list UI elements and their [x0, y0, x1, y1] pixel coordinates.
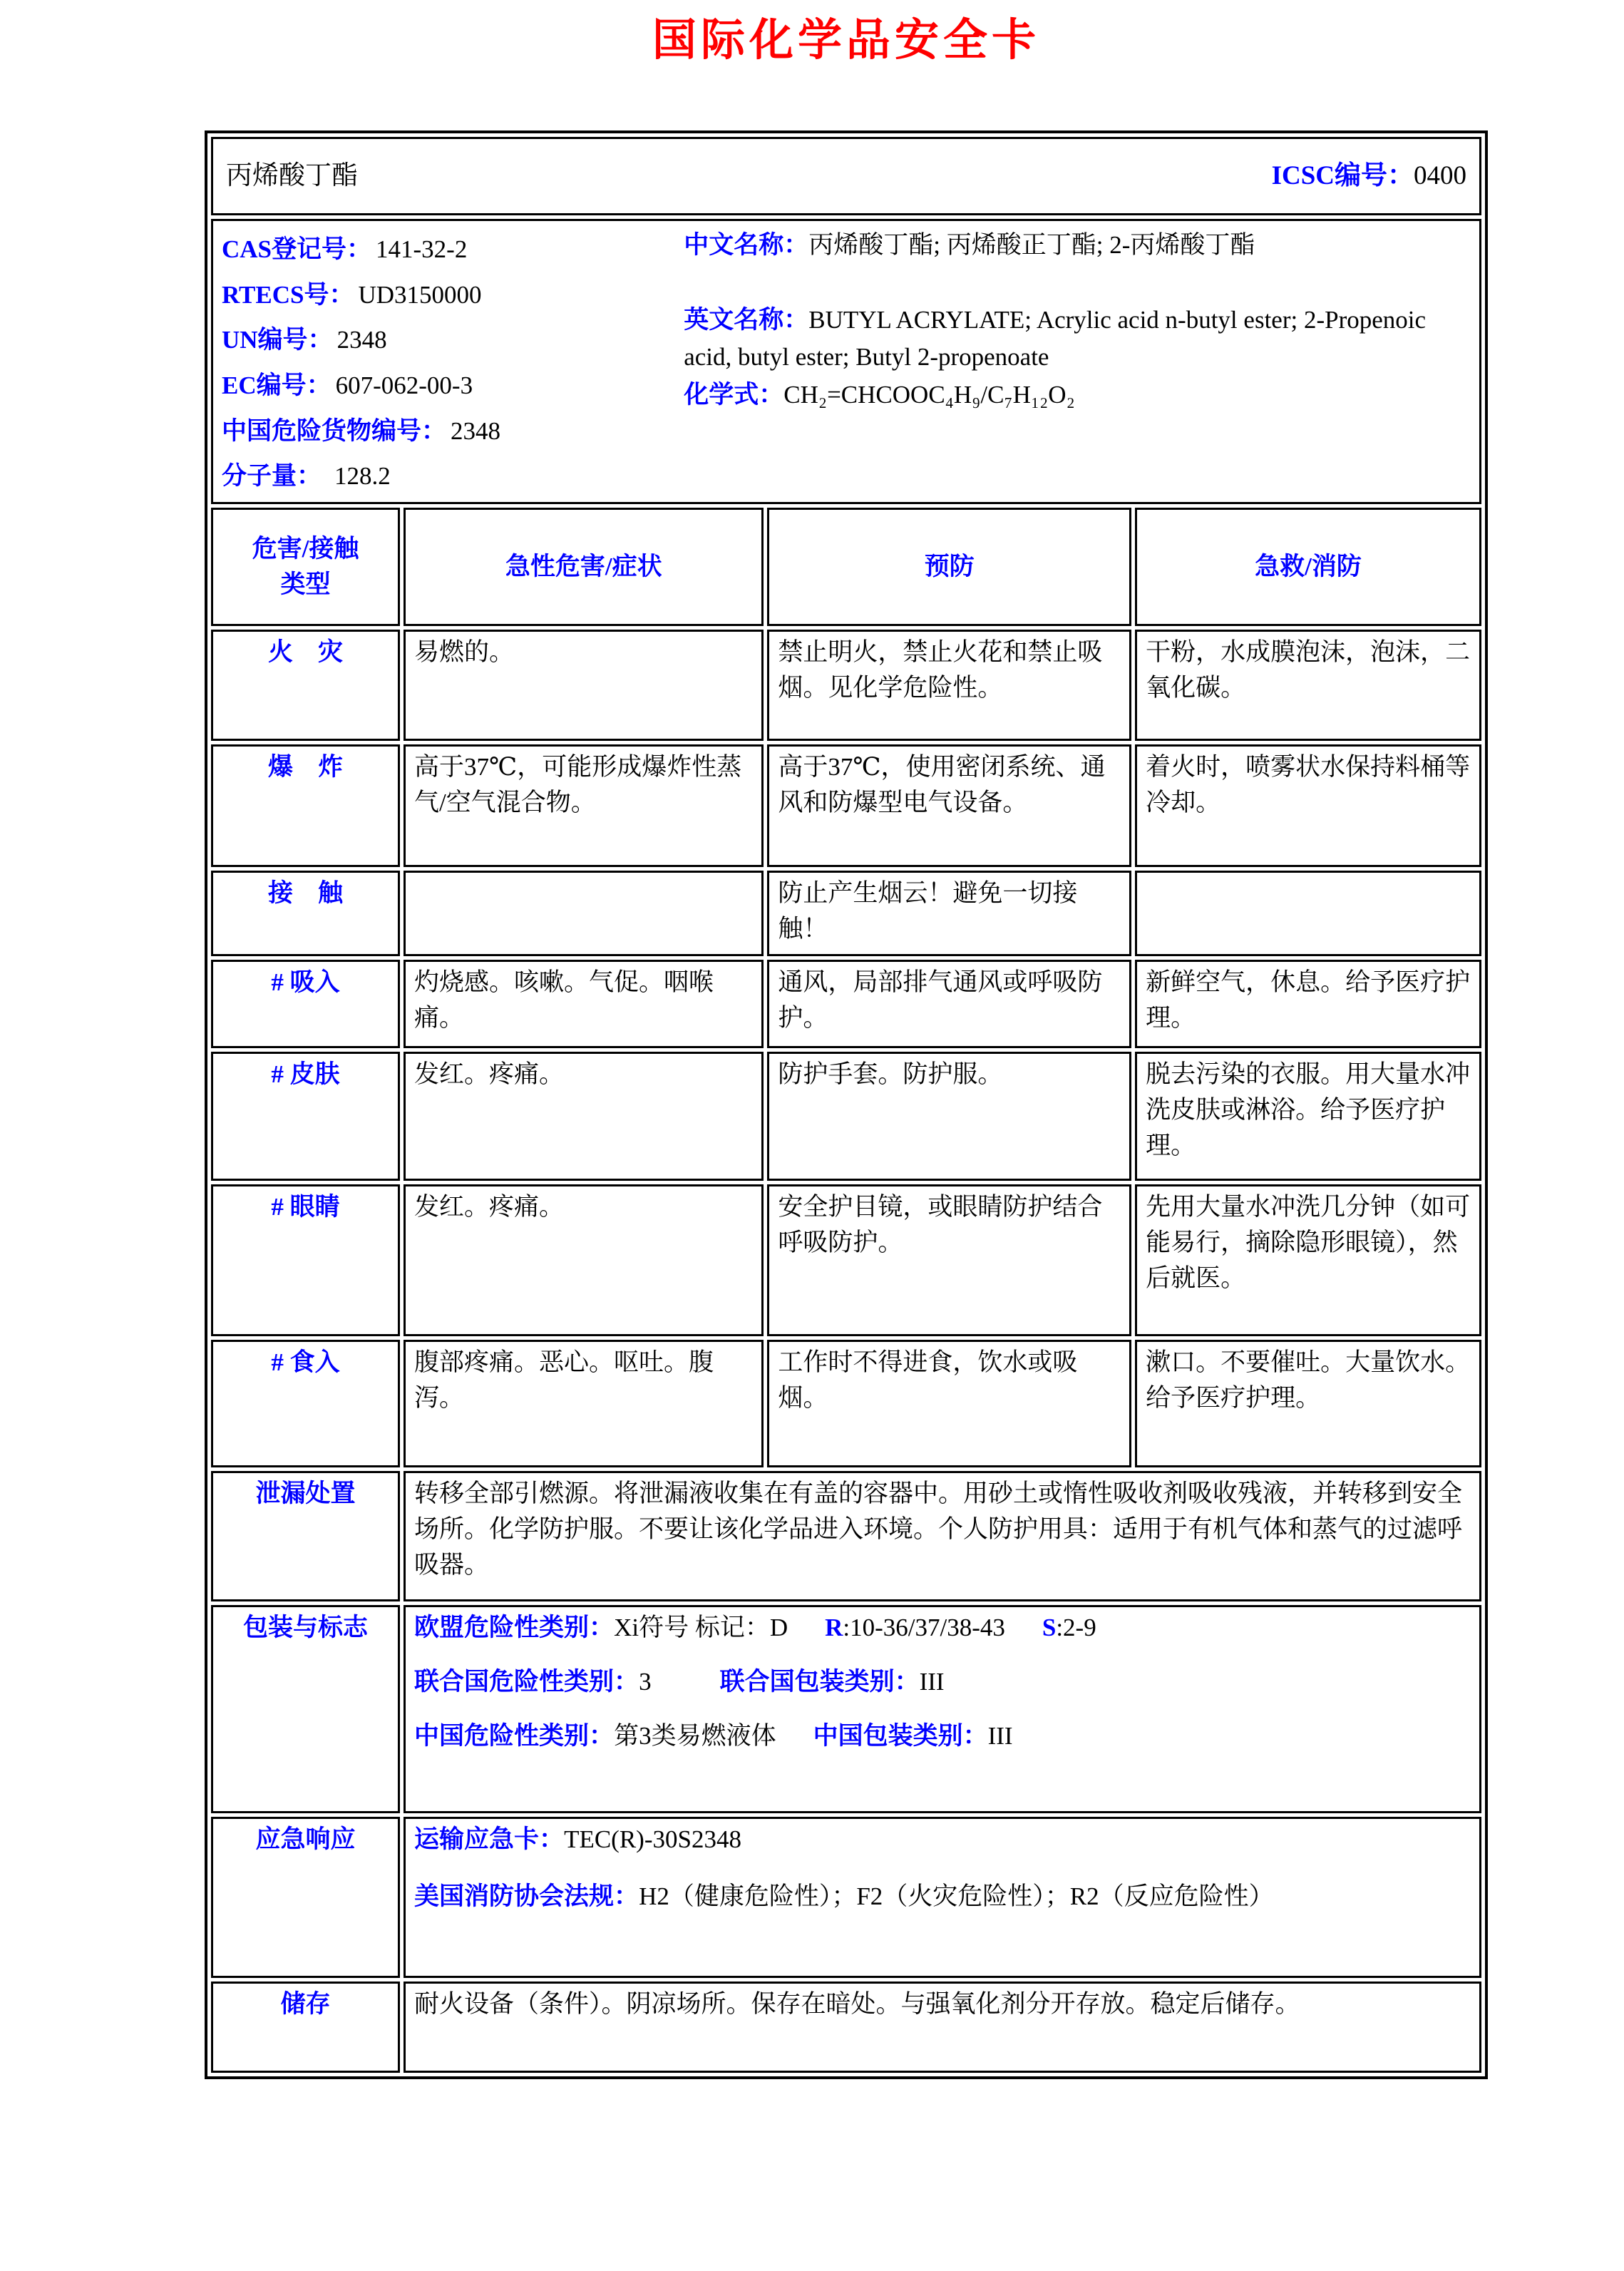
header-hazard-type: 危害/接触 类型 [211, 508, 400, 626]
nfpa-code-value: H2（健康危险性）；F2（火灾危险性）；R2（反应危险性） [639, 1882, 1274, 1910]
chinese-name-label: 中文名称： [684, 231, 809, 259]
inhalation-firstaid: 新鲜空气，休息。给予医疗护理。 [1135, 960, 1481, 1048]
storage-row [211, 1982, 1481, 2073]
un-hazard-class-label: 联合国危险性类别： [414, 1667, 639, 1696]
hazard-row-skin [211, 1052, 1481, 1181]
chinese-name-block [684, 227, 1471, 265]
s-phrases-value: :2-9 [1056, 1614, 1096, 1642]
substance-name: 丙烯酸丁酯 [226, 160, 358, 190]
china-packing-group-value: III [987, 1721, 1013, 1750]
r-phrases-value: :10-36/37/38-43 [843, 1614, 1005, 1642]
rtecs-label: RTECS号： [222, 280, 354, 309]
china-hazard-class-label: 中国危险性类别： [414, 1721, 615, 1750]
emergency-response-row [211, 1817, 1481, 1978]
spill-disposal-label: 泄漏处置 [211, 1471, 400, 1601]
eu-hazard-class-line [414, 1610, 1471, 1646]
ingestion-prevention: 工作时不得进食，饮水或吸烟。 [767, 1340, 1131, 1467]
hazard-row-explosion [211, 744, 1481, 867]
rtecs-value: UD3150000 [358, 280, 482, 309]
storage-label: 储存 [211, 1982, 400, 2073]
contact-prevention: 防止产生烟云！避免一切接触！ [767, 871, 1131, 956]
chemical-formula-value: CH₂=CHCOOC₄H₉/C₇H₁₂O₂ [783, 380, 1075, 409]
english-name-block [684, 302, 1471, 376]
spill-disposal-text: 转移全部引燃源。将泄漏液收集在有盖的容器中。用砂土或惰性吸收剂吸收残液，并转移到安全场所。化学防护服。不要让该化学品进入环境。个人防护用具：适用于有机气体和蒸气的过滤呼吸器。 [404, 1471, 1481, 1601]
spill-disposal-row [211, 1471, 1481, 1601]
icsc-number [1272, 158, 1466, 195]
hazard-row-ingestion [211, 1340, 1481, 1467]
english-name-value: BUTYL ACRYLATE; Acrylic acid n-butyl ester; 2-Propenoic acid, butyl ester; Butyl 2-propenoate [684, 305, 1427, 371]
transport-emergency-card-label: 运输应急卡： [414, 1825, 565, 1854]
ingestion-firstaid: 漱口。不要催吐。大量饮水。给予医疗护理。 [1135, 1340, 1481, 1467]
safety-card-table [205, 130, 1488, 2079]
header-firstaid-firefighting: 急救/消防 [1135, 508, 1481, 626]
nfpa-code-line [414, 1879, 1471, 1914]
page-title: 国际化学品安全卡 [652, 16, 1040, 65]
hazard-row-eyes [211, 1184, 1481, 1336]
icsc-label: ICSC编号： [1271, 160, 1414, 190]
inhalation-symptoms: 灼烧感。咳嗽。气促。咽喉痛。 [404, 960, 764, 1048]
header-prevention: 预防 [767, 508, 1131, 626]
china-packing-group-label: 中国包装类别： [813, 1721, 988, 1750]
chemical-formula-block [684, 376, 1471, 414]
eu-hazard-class-label: 欧盟危险性类别： [414, 1614, 615, 1642]
chemical-formula-label: 化学式： [684, 380, 784, 409]
fire-symptoms: 易燃的。 [404, 630, 764, 741]
hazard-header-row [211, 508, 1481, 626]
packaging-labelling-label: 包装与标志 [211, 1605, 400, 1813]
identification-cell [211, 219, 1481, 504]
emergency-response-content [404, 1817, 1481, 1978]
packaging-labelling-content [404, 1605, 1481, 1813]
s-phrases-label: S [1042, 1614, 1057, 1642]
china-dg-number-line [222, 409, 684, 454]
hazard-row-contact [211, 871, 1481, 956]
china-dg-label: 中国危险货物编号： [222, 416, 447, 445]
explosion-prevention: 高于37℃，使用密闭系统、通风和防爆型电气设备。 [767, 744, 1131, 867]
un-hazard-class-value: 3 [639, 1667, 652, 1696]
substance-header-row [211, 137, 1481, 215]
skin-firstaid: 脱去污染的衣服。用大量水冲洗皮肤或淋浴。给予医疗护理。 [1135, 1052, 1481, 1181]
storage-text: 耐火设备（条件）。阴凉场所。保存在暗处。与强氧化剂分开存放。稳定后储存。 [404, 1982, 1481, 2073]
hazard-type-eyes: # 眼睛 [211, 1184, 400, 1336]
molecular-weight-line [222, 453, 684, 499]
fire-prevention: 禁止明火，禁止火花和禁止吸烟。见化学危险性。 [767, 630, 1131, 741]
hazard-type-contact: 接 触 [211, 871, 400, 956]
packaging-labelling-row [211, 1605, 1481, 1813]
un-class-line [414, 1664, 1471, 1700]
hazard-row-fire [211, 630, 1481, 741]
molecular-weight-label: 分子量： [222, 462, 322, 491]
un-number-line [222, 317, 684, 363]
rtecs-number-line [222, 272, 684, 318]
fire-firstaid: 干粉，水成膜泡沫，泡沫，二氧化碳。 [1135, 630, 1481, 741]
header-acute-symptoms: 急性危害/症状 [404, 508, 764, 626]
hazard-type-explosion: 爆 炸 [211, 744, 400, 867]
un-packing-group-value: III [919, 1667, 945, 1696]
identification-right-column [684, 224, 1471, 499]
identification-left-column [222, 224, 684, 499]
un-packing-group-label: 联合国包装类别： [719, 1667, 920, 1696]
cas-number-line [222, 227, 684, 272]
eyes-prevention: 安全护目镜，或眼睛防护结合呼吸防护。 [767, 1184, 1131, 1336]
cas-value: 141-32-2 [376, 235, 468, 263]
hazard-type-inhalation: # 吸入 [211, 960, 400, 1048]
hazard-row-inhalation [211, 960, 1481, 1048]
transport-emergency-card-line [414, 1822, 1471, 1857]
explosion-symptoms: 高于37℃，可能形成爆炸性蒸气/空气混合物。 [404, 744, 764, 867]
contact-firstaid [1135, 871, 1481, 956]
ec-value: 607-062-00-3 [335, 371, 473, 400]
hazard-type-skin: # 皮肤 [211, 1052, 400, 1181]
r-phrases-label: R [825, 1614, 843, 1642]
explosion-firstaid: 着火时，喷雾状水保持料桶等冷却。 [1135, 744, 1481, 867]
skin-prevention: 防护手套。防护服。 [767, 1052, 1131, 1181]
china-dg-value: 2348 [451, 416, 501, 445]
china-hazard-class-value: 第3类易燃液体 [614, 1721, 776, 1750]
transport-emergency-card-value: TEC(R)-30S2348 [564, 1825, 741, 1854]
substance-header-cell [211, 137, 1481, 215]
molecular-weight-value: 128.2 [334, 462, 391, 491]
un-value: 2348 [336, 326, 387, 354]
english-name-label: 英文名称： [684, 305, 809, 334]
ec-number-line [222, 363, 684, 409]
skin-symptoms: 发红。疼痛。 [404, 1052, 764, 1181]
ec-label: EC编号： [222, 371, 332, 400]
nfpa-code-label: 美国消防协会法规： [414, 1882, 639, 1910]
un-label: UN编号： [222, 326, 333, 354]
emergency-response-label: 应急响应 [211, 1817, 400, 1978]
hazard-type-fire: 火 灾 [211, 630, 400, 741]
icsc-value: 0400 [1414, 160, 1466, 190]
cas-label: CAS登记号： [222, 235, 372, 263]
hazard-type-ingestion: # 食入 [211, 1340, 400, 1467]
eyes-symptoms: 发红。疼痛。 [404, 1184, 764, 1336]
identification-row [211, 219, 1481, 504]
inhalation-prevention: 通风，局部排气通风或呼吸防护。 [767, 960, 1131, 1048]
eyes-firstaid: 先用大量水冲洗几分钟（如可能易行，摘除隐形眼镜），然后就医。 [1135, 1184, 1481, 1336]
chinese-name-value: 丙烯酸丁酯; 丙烯酸正丁酯; 2-丙烯酸丁酯 [808, 231, 1255, 259]
eu-hazard-class-value: Xi符号 标记：D [614, 1614, 788, 1642]
ingestion-symptoms: 腹部疼痛。恶心。呕吐。腹泻。 [404, 1340, 764, 1467]
contact-symptoms [404, 871, 764, 956]
china-class-line [414, 1718, 1471, 1754]
